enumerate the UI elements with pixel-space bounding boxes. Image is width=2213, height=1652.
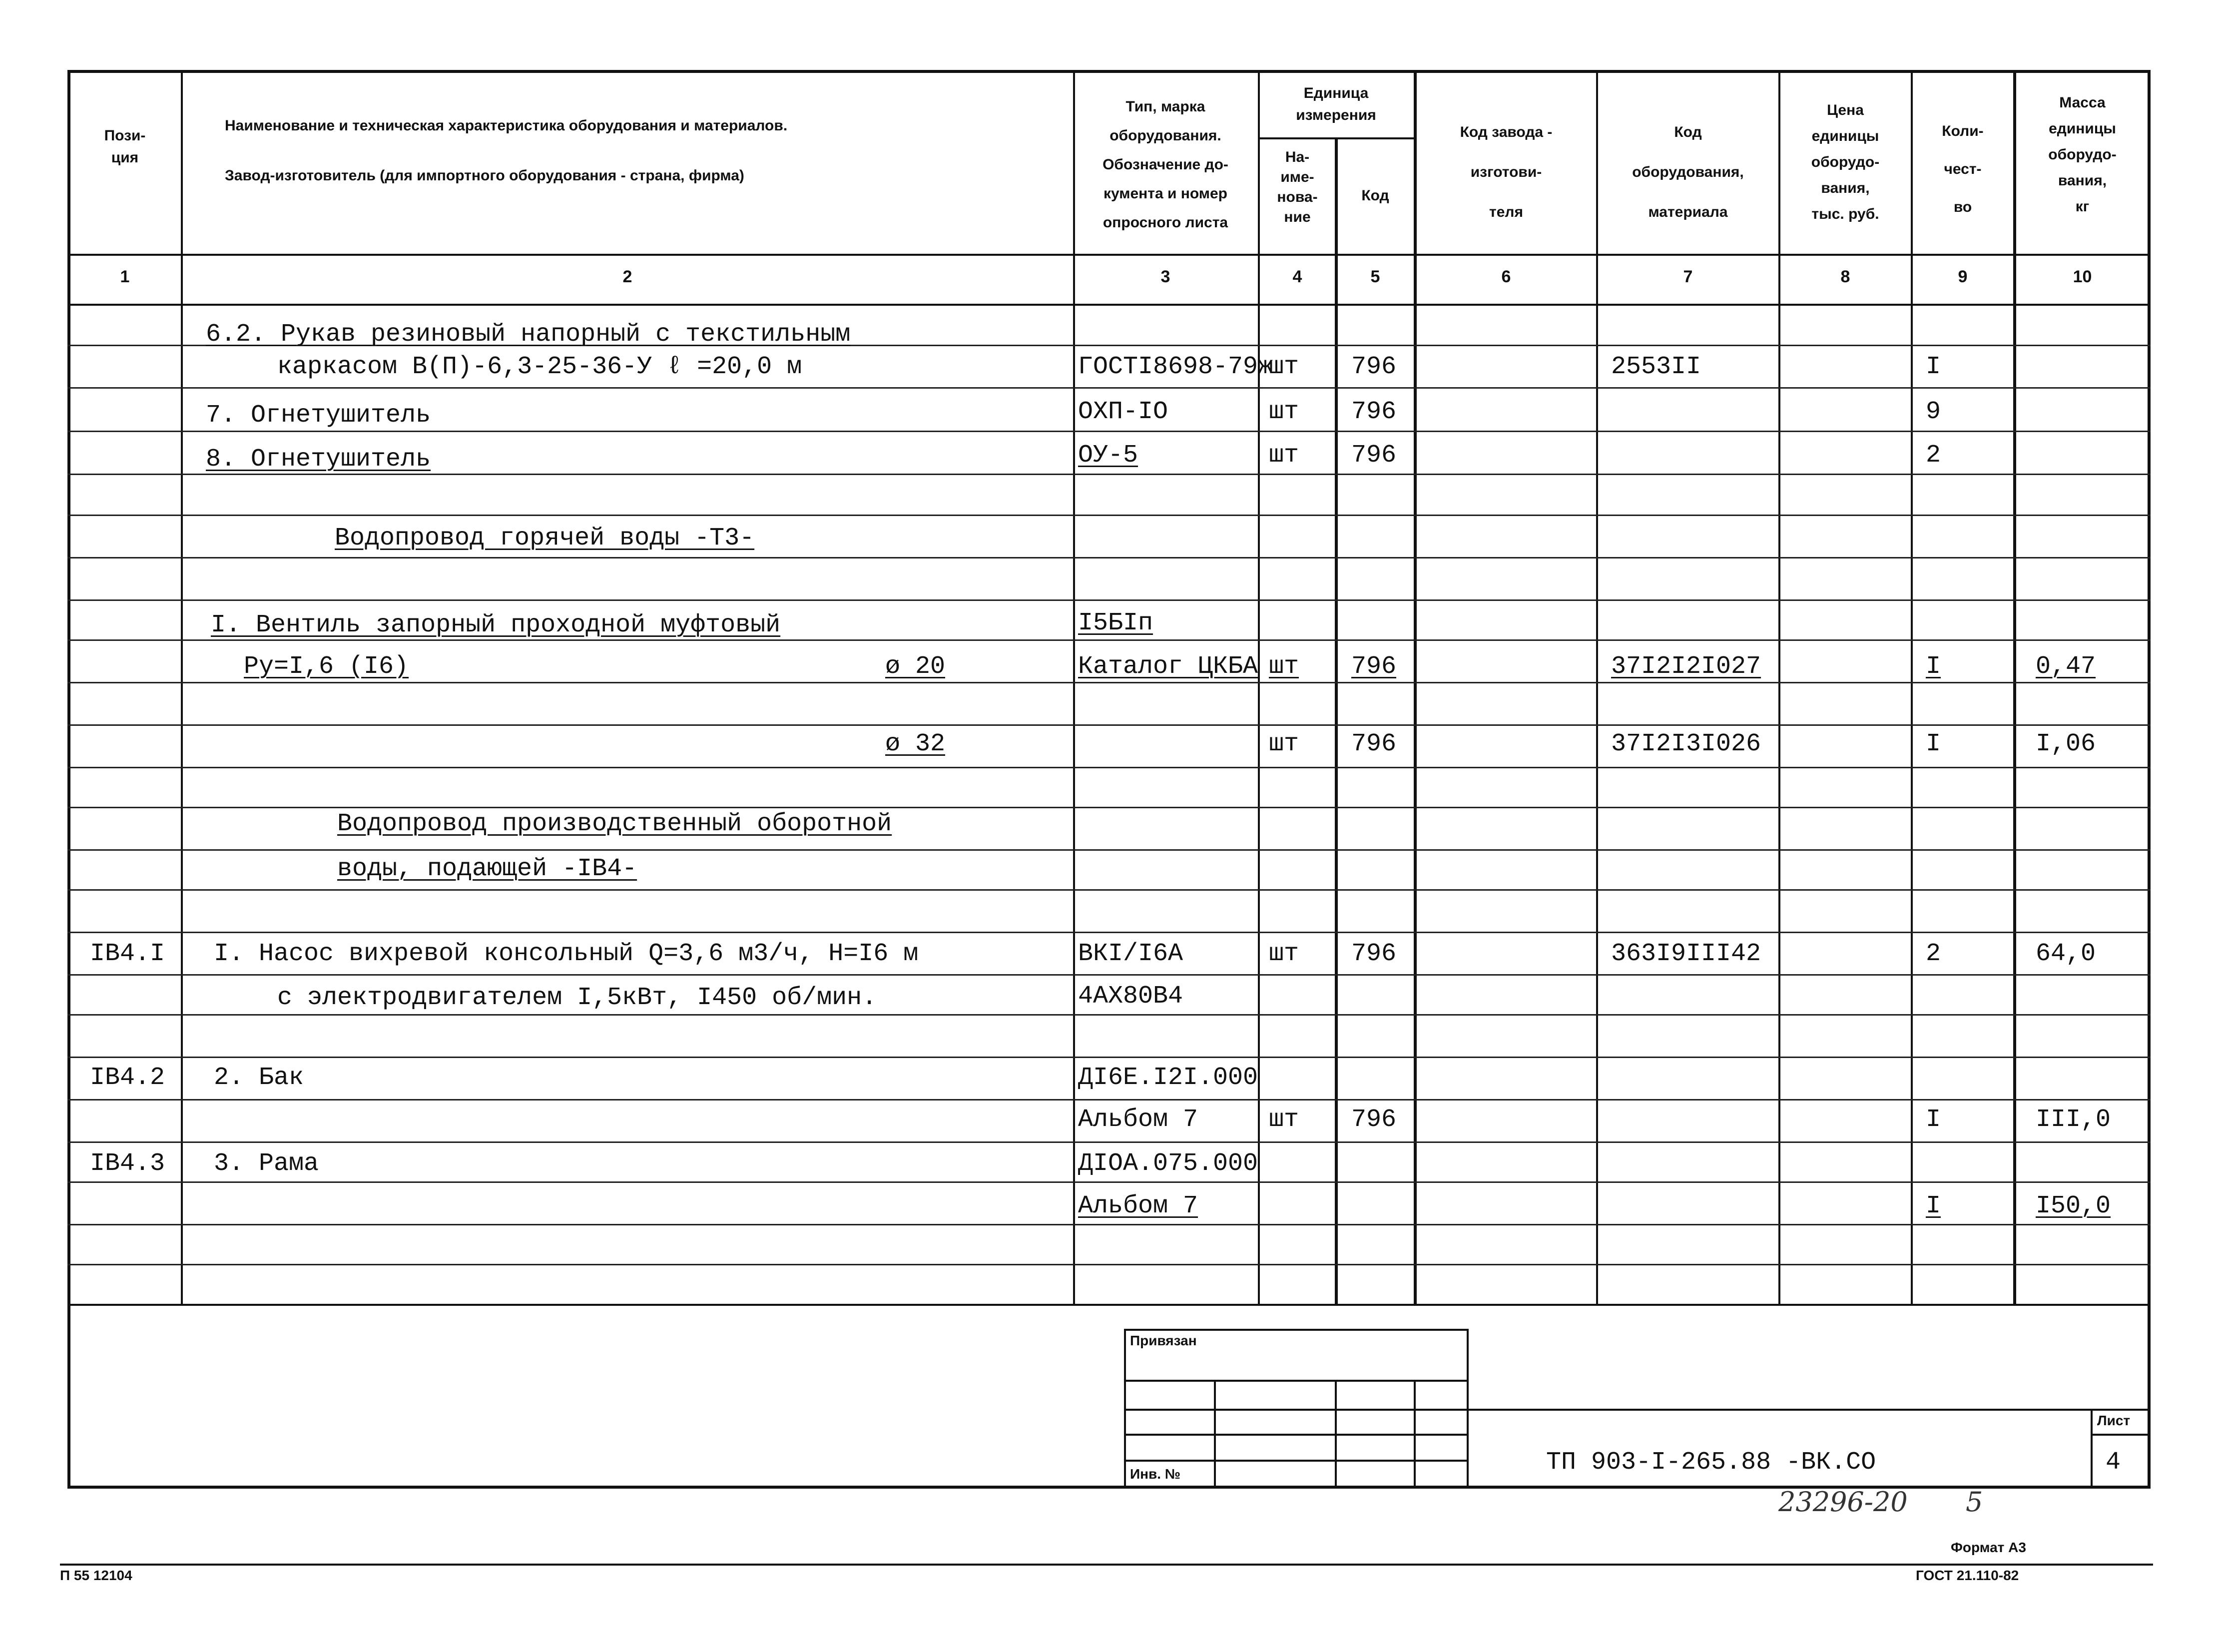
row-line	[67, 767, 2151, 768]
row-unit: шт	[1269, 1105, 1299, 1134]
header-quantity: Коли- чест- во	[1942, 123, 1984, 215]
footer-line	[60, 1564, 2153, 1566]
row-name: 7. Огнетушитель	[206, 401, 431, 430]
header-factory-code: Код завода - изготови- теля	[1460, 124, 1553, 220]
header-bottom-line	[67, 254, 2151, 256]
row-line	[67, 974, 2151, 976]
colnum-9: 9	[1958, 267, 1968, 286]
row-type: ДI6Е.I2I.000	[1078, 1064, 1258, 1092]
row-name: Ру=I,6 (I6)	[244, 652, 409, 681]
header-unit-code: Код	[1361, 187, 1389, 204]
section-heading: воды, подающей -IВ4-	[337, 855, 637, 883]
handwritten-page: 5	[1966, 1486, 1983, 1518]
row-quantity: I	[1926, 1105, 1941, 1134]
row-position: IВ4.I	[90, 940, 165, 968]
row-type: ОХП-IО	[1078, 398, 1168, 426]
row-diameter: ø 32	[885, 730, 946, 758]
row-code: 796	[1351, 441, 1397, 470]
col-line-5	[1414, 70, 1417, 1304]
row-line	[67, 515, 2151, 516]
row-type: Каталог ЦКБА	[1078, 652, 1258, 681]
row-name: 8. Огнетушитель	[206, 445, 431, 474]
row-unit: шт	[1269, 441, 1299, 470]
col-line-8	[1911, 70, 1913, 1304]
section-heading: Водопровод горячей воды -Т3-	[335, 524, 755, 552]
header-unit-name: На- име- нова- ние	[1277, 149, 1318, 225]
colnum-2: 2	[622, 267, 632, 286]
row-line	[67, 807, 2151, 808]
colnum-8: 8	[1840, 267, 1850, 286]
header-material-code: Код оборудования, материала	[1632, 124, 1744, 220]
row-type: 4АХ80В4	[1078, 982, 1183, 1011]
col-line-7	[1778, 70, 1780, 1304]
colnum-3: 3	[1160, 267, 1170, 286]
row-code: 796	[1351, 940, 1397, 968]
row-type: I5БIп	[1078, 609, 1153, 637]
row-unit: шт	[1269, 940, 1299, 968]
row-diameter: ø 20	[885, 652, 946, 681]
row-code: 796	[1351, 730, 1397, 758]
stamp-col	[1414, 1380, 1416, 1489]
row-material-code: 37I2I3I026	[1611, 730, 1761, 758]
row-unit: шт	[1269, 353, 1299, 381]
stamp-line	[1124, 1460, 1469, 1462]
row-type: Альбом 7	[1078, 1192, 1198, 1220]
row-material-code: 363I9III42	[1611, 940, 1761, 968]
handwritten-number: 23296-20	[1778, 1486, 1908, 1518]
sheet-label: Лист	[2097, 1413, 2131, 1428]
colnum-5: 5	[1370, 267, 1380, 286]
stamp-col	[1335, 1380, 1337, 1489]
row-code: 796	[1351, 1105, 1397, 1134]
colnum-4: 4	[1292, 267, 1302, 286]
row-line	[67, 1181, 2151, 1183]
row-position: IВ4.3	[90, 1149, 165, 1178]
row-quantity: 2	[1926, 940, 1941, 968]
row-quantity: 2	[1926, 441, 1941, 470]
row-unit: шт	[1269, 398, 1299, 426]
row-mass: 0,47	[2036, 652, 2096, 681]
row-line	[67, 1224, 2151, 1225]
row-type: Альбом 7	[1078, 1105, 1198, 1134]
format-label: Формат А3	[1951, 1540, 2026, 1555]
row-name: 2. Бак	[214, 1064, 304, 1092]
row-name: I. Насос вихревой консольный Q=3,6 м3/ч, Н=I6 м	[214, 940, 919, 968]
row-line	[67, 932, 2151, 933]
colnum-7: 7	[1683, 267, 1693, 286]
header-position: Пози- ция	[104, 127, 146, 166]
row-line	[67, 889, 2151, 891]
row-line	[67, 849, 2151, 851]
row-line	[67, 1264, 2151, 1265]
header-price: Цена единицы оборудо- вания, тыс. руб.	[1811, 102, 1880, 222]
stamp-line	[1124, 1409, 1469, 1411]
colnum-bottom-line	[67, 304, 2151, 306]
row-quantity: I	[1926, 652, 1941, 681]
row-mass: 64,0	[2036, 940, 2096, 968]
header-mass: Масса единицы оборудо- вания, кг	[2048, 94, 2117, 215]
footer-code: П 55 12104	[60, 1568, 132, 1583]
row-code: 796	[1351, 398, 1397, 426]
row-type: ГОСТI8698-79ж	[1078, 353, 1273, 381]
row-line	[67, 599, 2151, 601]
table-end-line	[67, 1304, 2151, 1306]
row-material-code: 37I2I2I027	[1611, 652, 1761, 681]
row-line	[67, 1014, 2151, 1016]
header-name-line1: Наименование и техническая характеристика оборудования и материалов.	[225, 117, 788, 134]
stamp-inventory-number: Инв. №	[1130, 1466, 1181, 1482]
row-mass: I,06	[2036, 730, 2096, 758]
row-type: ДIОА.075.000	[1078, 1149, 1258, 1178]
col-line-4	[1335, 137, 1338, 1304]
row-unit: шт	[1269, 730, 1299, 758]
row-name: 6.2. Рукав резиновый напорный с текстильным	[206, 320, 851, 349]
col-line-1	[181, 70, 183, 1304]
row-line	[67, 387, 2151, 389]
document-designation: ТП 903-I-265.88 -ВК.СО	[1546, 1448, 1876, 1477]
header-name-line2: Завод-изготовитель (для импортного оборудования - страна, фирма)	[225, 167, 744, 184]
row-name: с электродвигателем I,5кВт, I450 об/мин.	[277, 984, 877, 1012]
gost-label: ГОСТ 21.110-82	[1916, 1568, 2019, 1583]
colnum-6: 6	[1501, 267, 1511, 286]
row-mass: I50,0	[2036, 1192, 2111, 1220]
row-quantity: I	[1926, 730, 1941, 758]
row-line	[67, 1099, 2151, 1101]
row-line	[67, 1141, 2151, 1143]
section-heading: Водопровод производственный оборотной	[337, 810, 892, 838]
sheet-number: 4	[2106, 1448, 2121, 1477]
row-line	[67, 557, 2151, 558]
col-line-2	[1073, 70, 1075, 1304]
header-type: Тип, марка оборудования. Обозначение до- кумента и номер опросного листа	[1103, 98, 1228, 231]
row-name: 3. Рама	[214, 1149, 319, 1178]
col-line-9	[2013, 70, 2016, 1304]
col-line-6	[1596, 70, 1598, 1304]
colnum-1: 1	[120, 267, 130, 286]
row-name: каркасом В(П)-6,3-25-36-У ℓ =20,0 м	[277, 353, 802, 381]
sheet-box-line	[2091, 1434, 2151, 1436]
col-line-3	[1258, 70, 1260, 1304]
row-quantity: 9	[1926, 398, 1941, 426]
stamp-line	[1124, 1380, 1469, 1382]
row-code: 796	[1351, 652, 1397, 681]
row-mass: III,0	[2036, 1105, 2111, 1134]
stamp-privyazan: Привязан	[1130, 1333, 1197, 1348]
row-code: 796	[1351, 353, 1397, 381]
row-quantity: I	[1926, 1192, 1941, 1220]
row-type: ОУ-5	[1078, 441, 1138, 470]
row-line	[67, 431, 2151, 432]
row-line	[67, 724, 2151, 726]
colnum-10: 10	[2073, 267, 2092, 286]
stamp-col	[1214, 1380, 1216, 1489]
row-line	[67, 682, 2151, 683]
stamp-line	[1124, 1434, 1469, 1436]
row-type: ВКI/I6А	[1078, 940, 1183, 968]
row-quantity: I	[1926, 353, 1941, 381]
row-unit: шт	[1269, 652, 1299, 681]
row-name: I. Вентиль запорный проходной муфтовый	[211, 611, 781, 639]
header-unit-group: Единица измерения	[1296, 85, 1376, 123]
title-block-line	[1469, 1409, 2151, 1411]
row-line	[67, 1057, 2151, 1058]
row-position: IВ4.2	[90, 1064, 165, 1092]
row-material-code: 2553II	[1611, 353, 1701, 381]
